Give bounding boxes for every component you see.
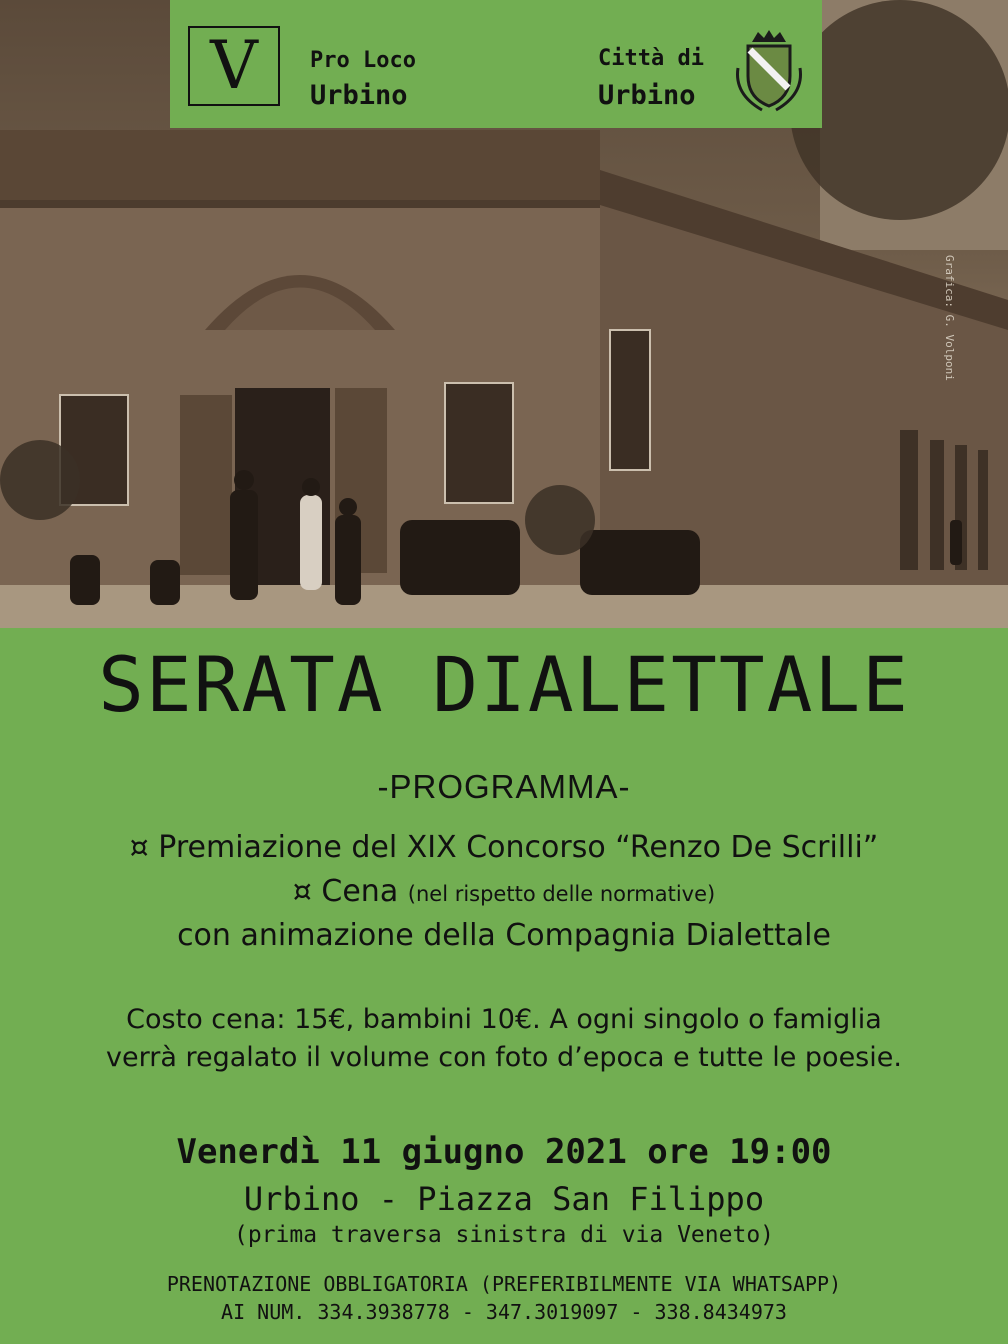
citta-label-line1: Città di (598, 46, 704, 71)
cost-line-1: Costo cena: 15€, bambini 10€. A ogni singolo o famiglia (126, 1004, 882, 1035)
graphic-credit: Grafica: G. Volponi (943, 255, 956, 381)
reservation-line-1: PRENOTAZIONE OBBLIGATORIA (PREFERIBILMENTE VIA WHATSAPP) (166, 1272, 842, 1296)
pro-loco-logo-letter: V (210, 27, 258, 104)
event-title: SERATA DIALETTALE (98, 640, 910, 729)
city-crest-icon (732, 28, 806, 114)
pro-loco-label-line1: Pro Loco (310, 48, 416, 73)
citta-label-line2: Urbino (598, 80, 696, 111)
program-item-entertainment: con animazione della Compagnia Dialettale (177, 918, 831, 953)
program-item-dinner-label: ¤ Cena (292, 874, 399, 909)
event-directions: (prima traversa sinistra di via Veneto) (233, 1222, 775, 1248)
program-item-dinner-note: (nel rispetto delle normative) (407, 882, 716, 906)
cost-line-2: verrà regalato il volume con foto d’epoca e tutte le poesie. (106, 1042, 902, 1073)
program-heading: -PROGRAMMA- (377, 768, 631, 805)
reservation-phone-numbers: AI NUM. 334.3938778 - 347.3019097 - 338.8434973 (221, 1300, 787, 1324)
pro-loco-label-line2: Urbino (310, 80, 408, 111)
pro-loco-logo (188, 26, 280, 106)
event-place: Urbino - Piazza San Filippo (243, 1180, 765, 1218)
program-item-dinner (0, 874, 1008, 909)
event-date: Venerdì 11 giugno 2021 ore 19:00 (176, 1132, 832, 1172)
program-item-award: ¤ Premiazione del XIX Concorso “Renzo De Scrilli” (129, 830, 879, 865)
